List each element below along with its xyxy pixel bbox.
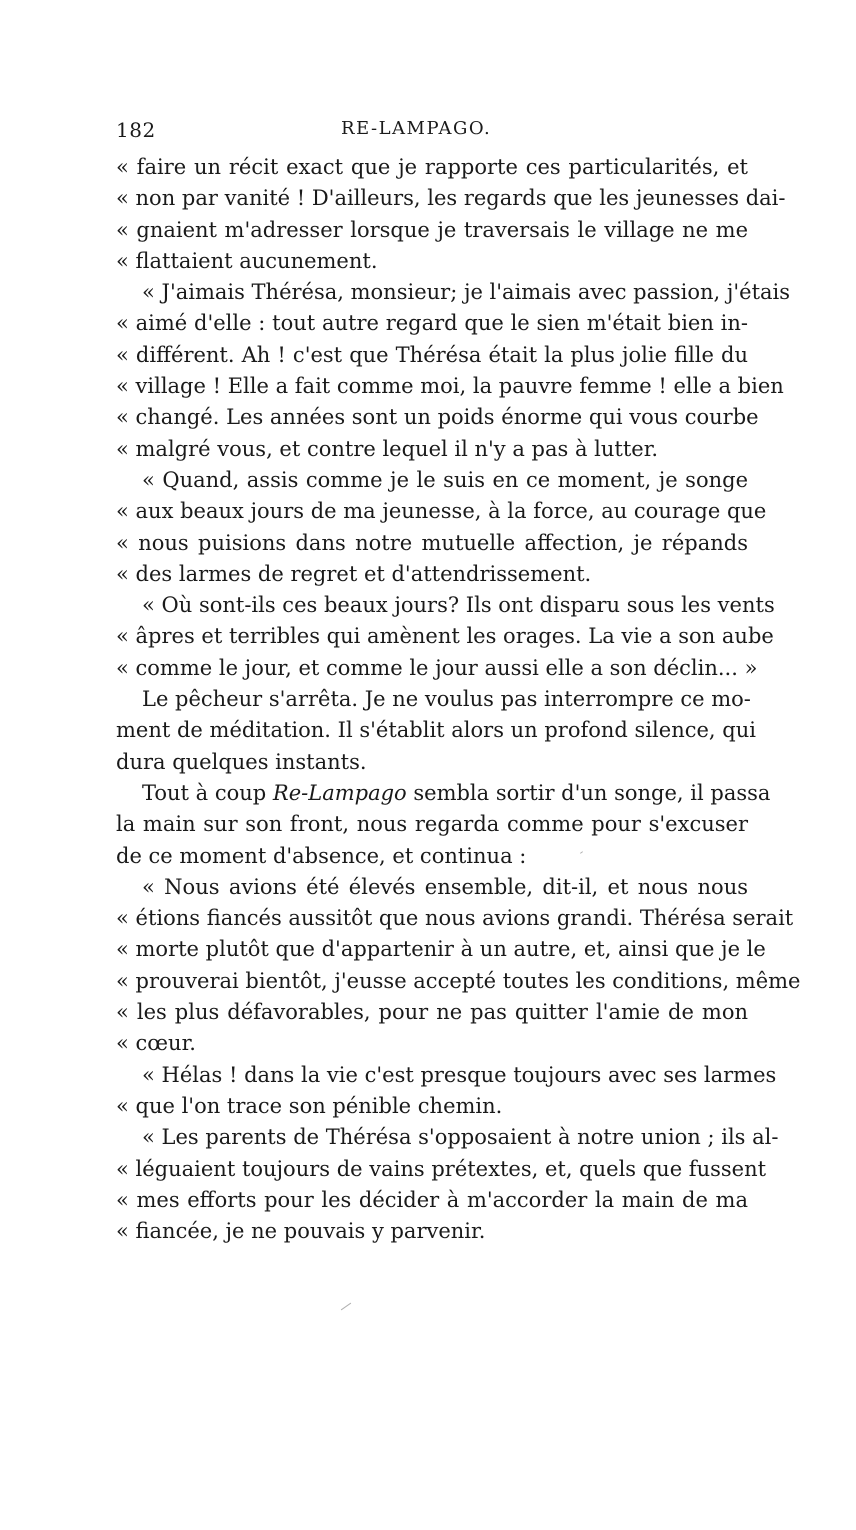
text-line: « les plus défavorables, pour ne pas quitter l'amie de mon <box>116 1000 748 1025</box>
running-title: RE-LAMPAGO. <box>341 118 492 139</box>
text-line: « village ! Elle a fait comme moi, la pauvre femme ! elle a bien <box>116 374 784 399</box>
text-line: « étions fiancés aussitôt que nous avions grandi. Thérésa serait <box>116 906 794 931</box>
line-rest: sembla sortir d'un songe, il passa <box>413 780 771 805</box>
text-line: de ce moment d'absence, et continua : <box>116 843 527 868</box>
text-line: « différent. Ah ! c'est que Thérésa était la plus jolie fille du <box>116 342 748 367</box>
text-line: « cœur. <box>116 1031 196 1056</box>
page-number: 182 <box>116 118 156 142</box>
text-line: « comme le jour, et comme le jour aussi elle a son déclin... » <box>116 655 758 680</box>
page-header <box>116 118 746 148</box>
text-line: « Les parents de Thérésa s'opposaient à notre union ; ils al- <box>142 1125 779 1150</box>
text-line: « Hélas ! dans la vie c'est presque toujours avec ses larmes <box>142 1062 777 1087</box>
text-line: « morte plutôt que d'appartenir à un autre, et, ainsi que je le <box>116 937 766 962</box>
line-prefix: Tout à coup <box>142 780 267 805</box>
text-line: « fiancée, je ne pouvais y parvenir. <box>116 1219 486 1244</box>
text-line: ment de méditation. Il s'établit alors un profond silence, qui <box>116 718 756 743</box>
text-line: « des larmes de regret et d'attendrissement. <box>116 561 592 586</box>
text-line: « flattaient aucunement. <box>116 248 378 273</box>
body-text <box>116 152 801 1247</box>
text-line: dura quelques instants. <box>116 749 367 774</box>
text-line: « faire un récit exact que je rapporte ces particularités, et <box>116 155 748 179</box>
paper-speck <box>341 1303 351 1311</box>
text-line: « J'aimais Thérésa, monsieur; je l'aimais avec passion, j'étais <box>142 280 791 305</box>
italic-name: Re-Lampago <box>272 780 407 805</box>
text-line: « changé. Les années sont un poids énorme qui vous courbe <box>116 405 759 430</box>
text-line: la main sur son front, nous regarda comme pour s'excuser <box>116 812 748 837</box>
text-line: « gnaient m'adresser lorsque je traversais le village ne me <box>116 217 748 242</box>
text-line: « aimé d'elle : tout autre regard que le sien m'était bien in- <box>116 311 748 336</box>
text-line: « Où sont-ils ces beaux jours? Ils ont disparu sous les vents <box>142 593 775 618</box>
text-line: « Quand, assis comme je le suis en ce moment, je songe <box>142 467 748 492</box>
text-line: Le pêcheur s'arrêta. Je ne voulus pas interrompre ce mo- <box>142 687 751 712</box>
text-line: « mes efforts pour les décider à m'accorder la main de ma <box>116 1187 748 1212</box>
text-line: « aux beaux jours de ma jeunesse, à la force, au courage que <box>116 499 767 524</box>
text-line: « malgré vous, et contre lequel il n'y a pas à lutter. <box>116 436 659 461</box>
text-line: « non par vanité ! D'ailleurs, les regards que les jeunesses dai- <box>116 186 786 211</box>
text-line: « nous puisions dans notre mutuelle affection, je répands <box>116 530 748 555</box>
text-line-mixed <box>116 778 771 809</box>
text-line: « que l'on trace son pénible chemin. <box>116 1093 503 1118</box>
text-line: « âpres et terribles qui amènent les orages. La vie a son aube <box>116 624 774 649</box>
text-line: « léguaient toujours de vains prétextes, et, quels que fussent <box>116 1156 767 1181</box>
text-line: « Nous avions été élevés ensemble, dit-il, et nous nous <box>142 874 748 899</box>
text-line: « prouverai bientôt, j'eusse accepté toutes les conditions, même <box>116 968 801 993</box>
